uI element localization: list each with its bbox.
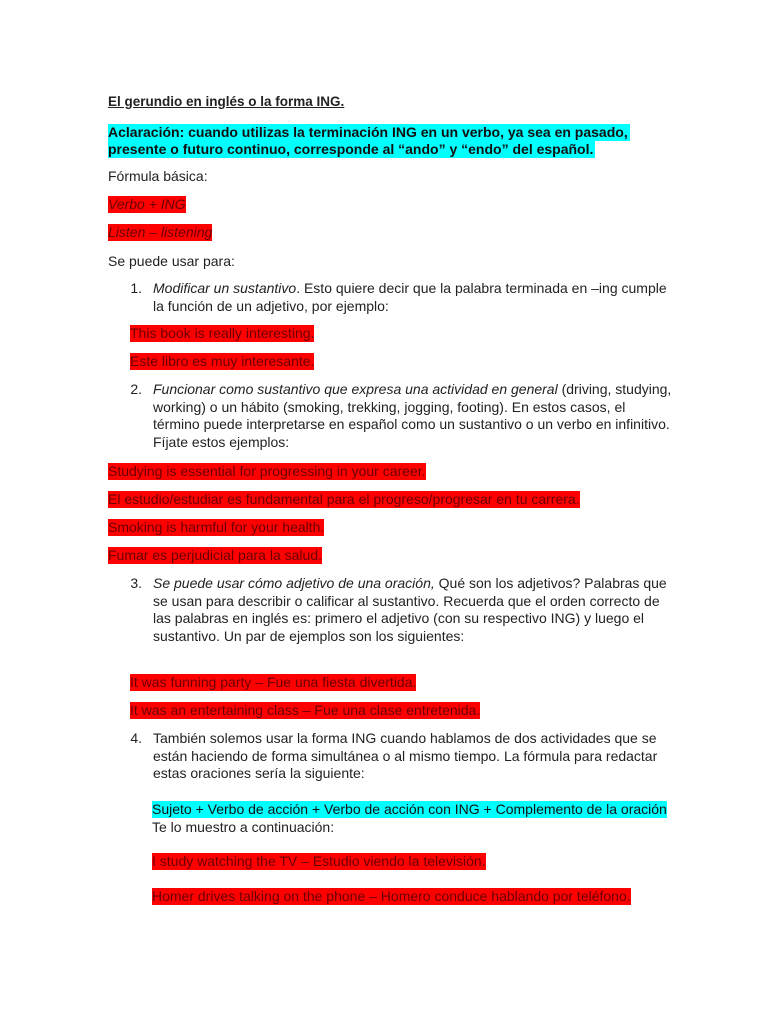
clarification-note-line-1: Aclaración: cuando utilizas la terminación ING en un verbo, ya sea en pasado,: [108, 124, 628, 140]
list-item-3-lead: Se puede usar cómo adjetivo de una oración,: [153, 575, 435, 591]
list-item-1-lead: Modificar un sustantivo: [153, 280, 297, 296]
simultaneous-formula: Sujeto + Verbo de acción + Verbo de acción con ING + Complemento de la oración: [152, 801, 667, 817]
example-2-es-1: El estudio/estudiar es fundamental para el progreso/progresar en tu carrera.: [108, 491, 580, 507]
formula-label: Fórmula básica:: [108, 168, 208, 184]
follow-up-text: Te lo muestro a continuación:: [152, 819, 335, 835]
example-4-1: I study watching the TV – Estudio viendo la televisión.: [152, 853, 486, 869]
list-item-3-text: Qué son los adjetivos? Palabras que se usan para describir o calificar al sustantivo. Recuerda que el orden correcto de las palabras en inglés es: primero el adjetivo (con su respectivo ING) y luego el sustantivo. Un par de ejemplos son los siguientes:: [153, 575, 667, 644]
uses-intro: Se puede usar para:: [108, 253, 235, 269]
example-2-es-2: Fumar es perjudicial para la salud.: [108, 547, 322, 563]
list-item-1: [153, 280, 673, 315]
list-item-1-text: . Esto quiere decir que la palabra terminada en –ing cumple la función de un adjetivo, por ejemplo:: [153, 280, 667, 314]
example-1-en: This book is really interesting.: [130, 325, 315, 341]
example-1-es: Este libro es muy interesante.: [130, 353, 315, 369]
list-item-4: También solemos usar la forma ING cuando hablamos de dos actividades que se están haciendo de forma simultánea o al mismo tiempo. La fórmula para redactar estas oraciones sería la siguiente:: [153, 730, 658, 781]
example-2-en-1: Studying is essential for progressing in your career.: [108, 463, 426, 479]
list-item-2: [153, 381, 673, 451]
example-4-2: Homer drives talking on the phone – Homero conduce hablando por teléfono.: [152, 888, 631, 904]
list-item-3: [153, 575, 673, 645]
formula-example: Listen – listening: [108, 224, 213, 240]
list-number-2: 2.: [130, 381, 142, 397]
list-item-2-text: (driving, studying, working) o un hábito (smoking, trekking, jogging, footing). En estos casos, el término puede interpretarse en español como un sustantivo o un verbo en infinitivo. Fíjate estos ejemplos:: [153, 381, 672, 450]
basic-formula: Verbo + ING: [108, 196, 186, 212]
example-2-en-2: Smoking is harmful for your health.: [108, 519, 325, 535]
list-item-2-lead: Funcionar como sustantivo que expresa una actividad en general: [153, 381, 558, 397]
example-3-2: It was an entertaining class – Fue una clase entretenida.: [130, 702, 481, 718]
clarification-note-line-2: presente o futuro continuo, corresponde al “ando” y “endo” del español.: [108, 141, 594, 157]
example-3-1: It was funning party – Fue una fiesta divertida.: [130, 674, 417, 690]
list-number-1: 1.: [130, 280, 142, 296]
document-title: El gerundio en inglés o la forma ING.: [108, 94, 345, 109]
list-number-4: 4.: [130, 730, 142, 746]
list-number-3: 3.: [130, 575, 142, 591]
